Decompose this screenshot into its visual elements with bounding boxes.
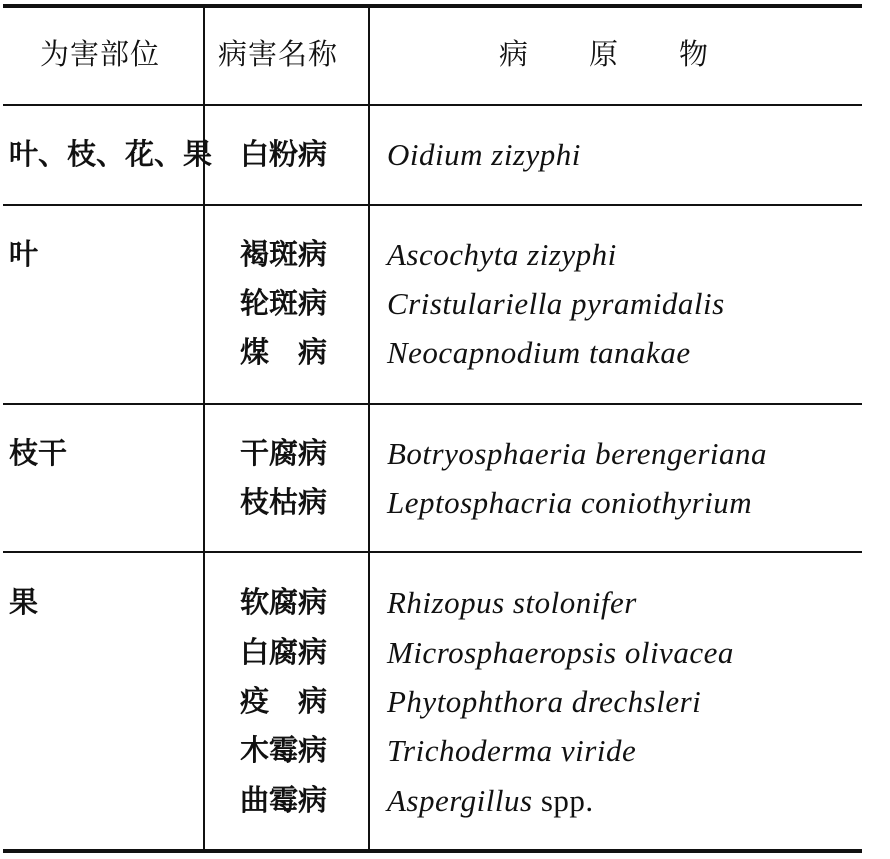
disease-name: 轮斑病: [240, 286, 328, 320]
group-divider: [3, 204, 862, 206]
disease-name: 木霉病: [240, 733, 328, 767]
part-label: 叶: [9, 237, 39, 271]
disease-name: 枝枯病: [240, 485, 328, 519]
header-bottom-rule: [3, 104, 862, 106]
pathogen-name: Neocapnodium tanakae: [387, 335, 691, 370]
column-divider: [368, 4, 370, 852]
pathogen-name: Trichoderma viride: [387, 733, 637, 768]
pathogen-name: Botryosphaeria berengeriana: [387, 436, 767, 471]
disease-name: 煤 病: [240, 335, 328, 369]
header-disease: 病害名称: [218, 37, 339, 71]
part-label: 果: [9, 585, 39, 619]
group-divider: [3, 551, 862, 553]
disease-name: 干腐病: [240, 436, 328, 470]
table-top-rule: [3, 4, 862, 8]
pathogen-name: Phytophthora drechsleri: [387, 684, 702, 719]
pathogen-name: Ascochyta zizyphi: [387, 237, 617, 272]
pathogen-name: Aspergillus spp.: [387, 783, 594, 818]
pathogen-name: Rhizopus stolonifer: [387, 585, 637, 620]
group-divider: [3, 403, 862, 405]
pathogen-name: Cristulariella pyramidalis: [387, 286, 725, 321]
disease-name: 褐斑病: [240, 237, 328, 271]
pathogen-name: Oidium zizyphi: [387, 137, 581, 172]
disease-name: 软腐病: [240, 585, 328, 619]
disease-name: 白腐病: [240, 635, 328, 669]
pathogen-suffix: spp.: [532, 783, 594, 818]
disease-name: 疫 病: [240, 684, 328, 718]
pathogen-name: Microsphaeropsis olivacea: [387, 635, 734, 670]
header-pathogen: 病 原 物: [499, 37, 710, 71]
pathogen-name: Leptosphacria coniothyrium: [387, 485, 753, 520]
disease-name: 曲霉病: [240, 783, 328, 817]
table-bottom-rule: [3, 849, 862, 853]
part-label: 枝干: [9, 436, 68, 470]
disease-name: 白粉病: [240, 137, 328, 171]
part-label: 叶、枝、花、果: [9, 137, 213, 171]
header-part: 为害部位: [40, 37, 161, 71]
